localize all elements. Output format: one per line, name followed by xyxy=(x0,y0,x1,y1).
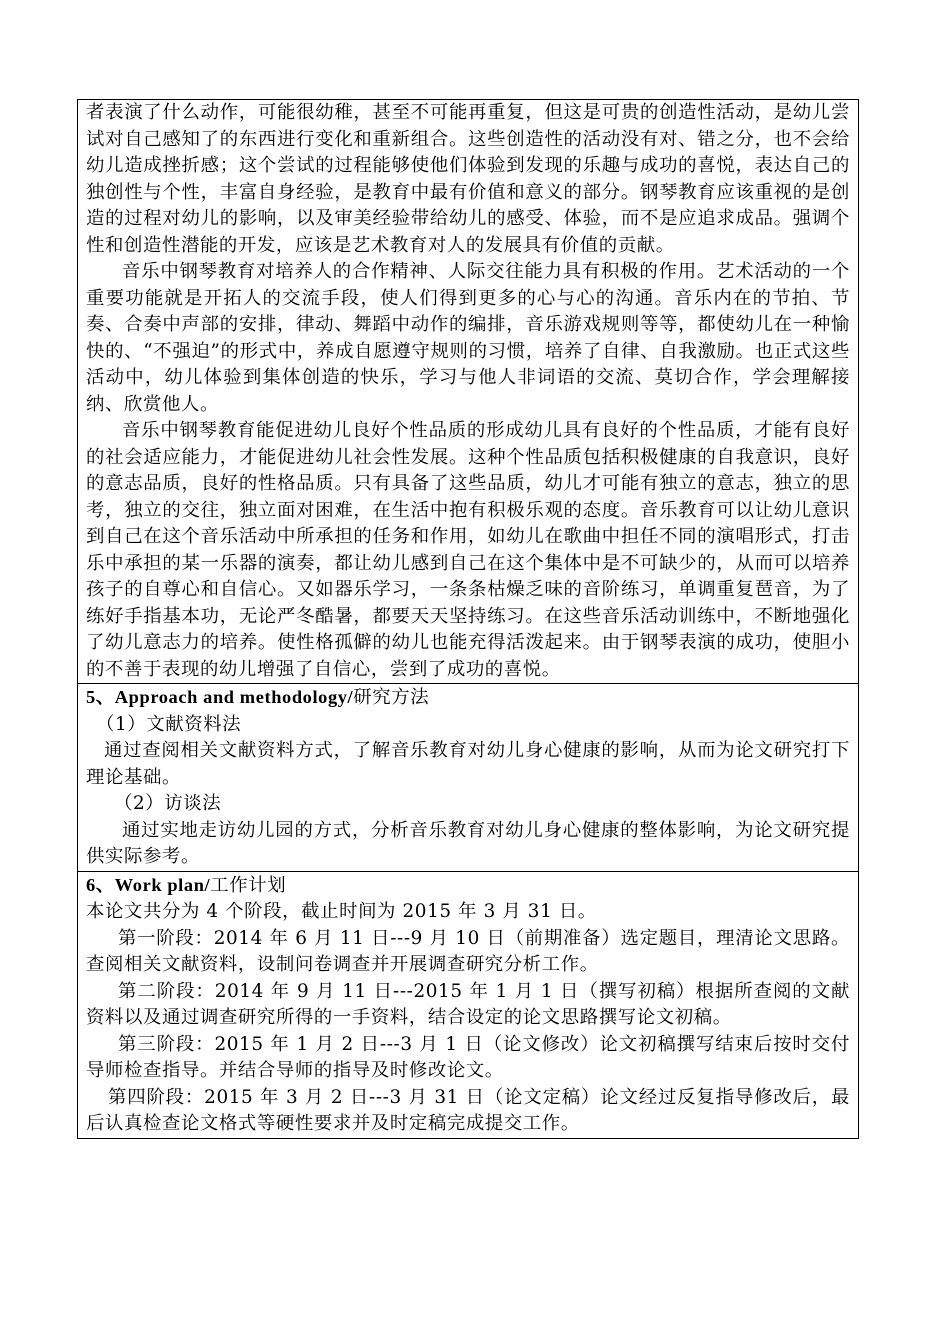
paragraph: 音乐中钢琴教育能促进幼儿良好个性品质的形成幼儿具有良好的个性品质，才能有良好的社会适应能力，才能促进幼儿社会性发展。这种个性品质包括积极健康的自我意识，良好的意志品质，良好的性格品质。只有具备了这些品质，幼儿才可能有独立的意志，独立的思考，独立的交往，独立面对困难，在生活中抱有积极乐观的态度。音乐教育可以让幼儿意识到自己在这个音乐活动中所承担的任务和作用，如幼儿在歌曲中担任不同的演唱形式，打击乐中承担的某一乐器的演奏，都让幼儿感到自己在这个集体中是不可缺少的，从而可以培养孩子的自尊心和自信心。又如器乐学习，一条条枯燥乏味的音阶练习，单调重复琶音，为了练好手指基本功，无论严冬酷暑，都要天天坚持练习。在这些音乐活动训练中，不断地强化了幼儿意志力的培养。使性格孤僻的幼儿也能充得活泼起来。由于钢琴表演的成功，使胆小的不善于表现的幼儿增强了自信心，尝到了成功的喜悦。 xyxy=(86,420,850,680)
section-title-cn: 工作计划 xyxy=(210,874,287,896)
section-6-heading xyxy=(86,872,850,900)
section-title-en: Approach and methodology/ xyxy=(114,687,354,707)
section-4-cell xyxy=(78,100,858,683)
section-5-heading xyxy=(86,684,850,712)
section-number: 6、 xyxy=(86,874,115,895)
plan-stage: 第一阶段：2014 年 6 月 11 日---9 月 10 日（前期准备）选定题目，理清论文思路。查阅相关文献资料，设制问卷调查并开展调查研究分析工作。 xyxy=(86,927,850,975)
method-label: （1）文献资料法 xyxy=(96,713,242,735)
method-description: 通过实地走访幼儿园的方式，分析音乐教育对幼儿身心健康的整体影响，为论文研究提供实际参考。 xyxy=(86,819,850,867)
plan-stage: 第四阶段：2015 年 3 月 2 日---3 月 31 日（论文定稿）论文经过反复指导修改后，最后认真检查论文格式等硬性要求并及时定稿完成提交工作。 xyxy=(86,1086,850,1134)
plan-intro: 本论文共分为 4 个阶段，截止时间为 2015 年 3 月 31 日。 xyxy=(86,901,597,922)
paragraph: 音乐中钢琴教育对培养人的合作精神、人际交往能力具有积极的作用。艺术活动的一个重要功能就是开拓人的交流手段，使人们得到更多的心与心的沟通。音乐内在的节拍、节奏、合奏中声部的安排，律动、舞蹈中动作的编排，音乐游戏规则等等，都使幼儿在一种愉快的、“不强迫”的形式中，养成自愿遵守规则的习惯，培养了自律、自我激励。也正式这些活动中，幼儿体验到集体创造的快乐，学习与他人非词语的交流、莫切合作，学会理解接纳、欣赏他人。 xyxy=(86,261,850,415)
method-description: 通过查阅相关文献资料方式，了解音乐教育对幼儿身心健康的影响，从而为论文研究打下理论基础。 xyxy=(86,740,850,788)
section-number: 5、 xyxy=(86,687,115,707)
plan-stage: 第三阶段：2015 年 1 月 2 日---3 月 1 日（论文修改）论文初稿撰写结束后按时交付导师检查指导。并结合导师的指导及时修改论文。 xyxy=(86,1033,850,1081)
section-6-cell xyxy=(78,871,858,1138)
section-title-en: Work plan/ xyxy=(114,874,211,895)
plan-stage: 第二阶段：2014 年 9 月 11 日---2015 年 1 月 1 日（撰写初稿）根据所查阅的文献资料以及通过调查研究所得的一手资料，结合设定的论文思路撰写论文初稿。 xyxy=(86,980,850,1028)
method-label: （2）访谈法 xyxy=(114,793,222,814)
proposal-table xyxy=(77,99,859,1139)
section-title-cn: 研究方法 xyxy=(353,687,430,708)
section-5-cell xyxy=(78,683,858,871)
paragraph: 者表演了什么动作，可能很幼稚，甚至不可能再重复，但这是可贵的创造性活动，是幼儿尝试对自己感知了的东西进行变化和重新组合。这些创造性的活动没有对、错之分，也不会给幼儿造成挫折感；这个尝试的过程能够使他们体验到发现的乐趣与成功的喜悦，表达自己的独创性与个性，丰富自身经验，是教育中最有价值和意义的部分。钢琴教育应该重视的是创造的过程对幼儿的影响，以及审美经验带给幼儿的感受、体验，而不是应追求成品。强调个性和创造性潜能的开发，应该是艺术教育对人的发展具有价值的贡献。 xyxy=(86,102,850,256)
